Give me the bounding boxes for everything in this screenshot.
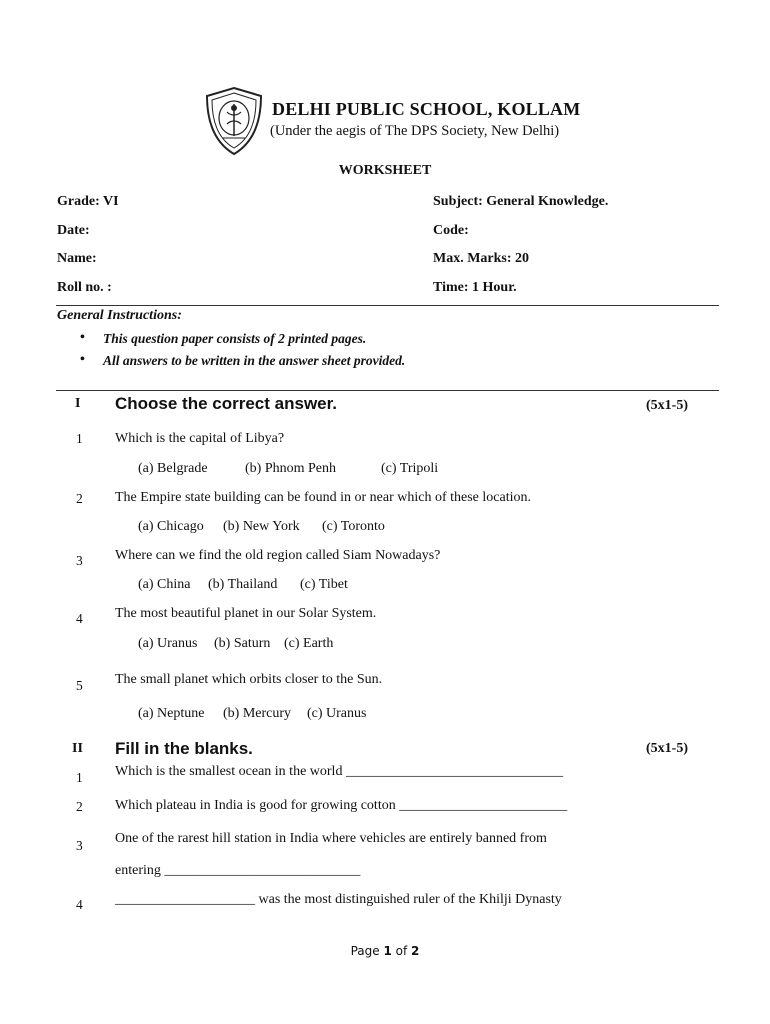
option: (b) Phnom Penh: [245, 461, 336, 476]
bullet-icon: •: [80, 352, 85, 367]
option: (b) Mercury: [223, 706, 292, 721]
question-text: The Empire state building can be found in or near which of these location.: [115, 490, 531, 505]
question-text-continued: entering ____________________________: [115, 863, 361, 878]
option: (a) Chicago: [138, 519, 204, 534]
option: (a) Belgrade: [138, 461, 208, 476]
page-label: Page: [350, 944, 384, 958]
section-number: II: [72, 741, 83, 756]
bullet-icon: •: [80, 330, 85, 345]
school-name: DELHI PUBLIC SCHOOL, KOLLAM: [272, 99, 581, 119]
options-row: [138, 519, 385, 535]
option: (b) Thailand: [208, 577, 278, 592]
time-field: Time: 1 Hour.: [433, 280, 517, 295]
options-row: [138, 636, 333, 652]
question-text: Which is the smallest ocean in the world _______________________________: [115, 764, 563, 779]
instructions-heading: General Instructions:: [57, 308, 182, 323]
page-of: of: [391, 944, 412, 958]
question-number: 1: [76, 770, 83, 785]
section-title: Choose the correct answer.: [115, 394, 338, 413]
option: (c) Uranus: [307, 706, 367, 721]
section-title: Fill in the blanks.: [115, 739, 253, 758]
roll-no-field: Roll no. :: [57, 280, 112, 295]
option: (b) Saturn: [214, 636, 271, 651]
option: (a) Uranus: [138, 636, 198, 651]
code-field: Code:: [433, 223, 469, 238]
question-text: One of the rarest hill station in India where vehicles are entirely banned from: [115, 831, 547, 846]
school-subtitle: (Under the aegis of The DPS Society, New Delhi): [270, 123, 560, 139]
page-current: 1: [383, 944, 392, 958]
question-number: 4: [76, 897, 83, 912]
document-title: WORKSHEET: [338, 163, 432, 178]
question-number: 1: [76, 431, 83, 446]
school-logo-icon: [203, 86, 265, 156]
question-text: ____________________ was the most distinguished ruler of the Khilji Dynasty: [115, 892, 562, 907]
option: (c) Earth: [284, 636, 334, 651]
section-marks: (5x1-5): [646, 741, 688, 756]
option: (b) New York: [223, 519, 300, 534]
divider: [56, 390, 719, 391]
subject-field: Subject: General Knowledge.: [433, 194, 609, 209]
question-text: The most beautiful planet in our Solar System.: [115, 606, 377, 621]
instruction-item: This question paper consists of 2 printed pages.: [103, 331, 367, 346]
option: (a) China: [138, 577, 191, 592]
section-marks: (5x1-5): [646, 398, 688, 413]
question-number: 5: [76, 678, 83, 693]
question-text: Where can we find the old region called Siam Nowadays?: [115, 548, 441, 563]
question-text: Which plateau in India is good for growing cotton ________________________: [115, 798, 568, 813]
question-number: 3: [76, 553, 83, 568]
page-footer: [0, 944, 770, 958]
question-number: 4: [76, 611, 83, 626]
instruction-item: All answers to be written in the answer sheet provided.: [103, 353, 406, 368]
question-text: The small planet which orbits closer to the Sun.: [115, 672, 383, 687]
divider: [56, 305, 719, 306]
page-total: 2: [411, 944, 420, 958]
question-text: Which is the capital of Libya?: [115, 431, 285, 446]
options-row: [138, 706, 366, 722]
question-number: 2: [76, 491, 83, 506]
question-number: 2: [76, 799, 83, 814]
name-field: Name:: [57, 251, 97, 266]
max-marks-field: Max. Marks: 20: [433, 251, 530, 266]
grade-field: Grade: VI: [57, 194, 119, 209]
date-field: Date:: [57, 223, 90, 238]
option: (c) Tripoli: [381, 461, 439, 476]
question-number: 3: [76, 838, 83, 853]
options-row: [138, 461, 438, 477]
section-number: I: [75, 396, 81, 411]
option: (c) Tibet: [300, 577, 348, 592]
options-row: [138, 577, 348, 593]
option: (c) Toronto: [322, 519, 385, 534]
option: (a) Neptune: [138, 706, 205, 721]
